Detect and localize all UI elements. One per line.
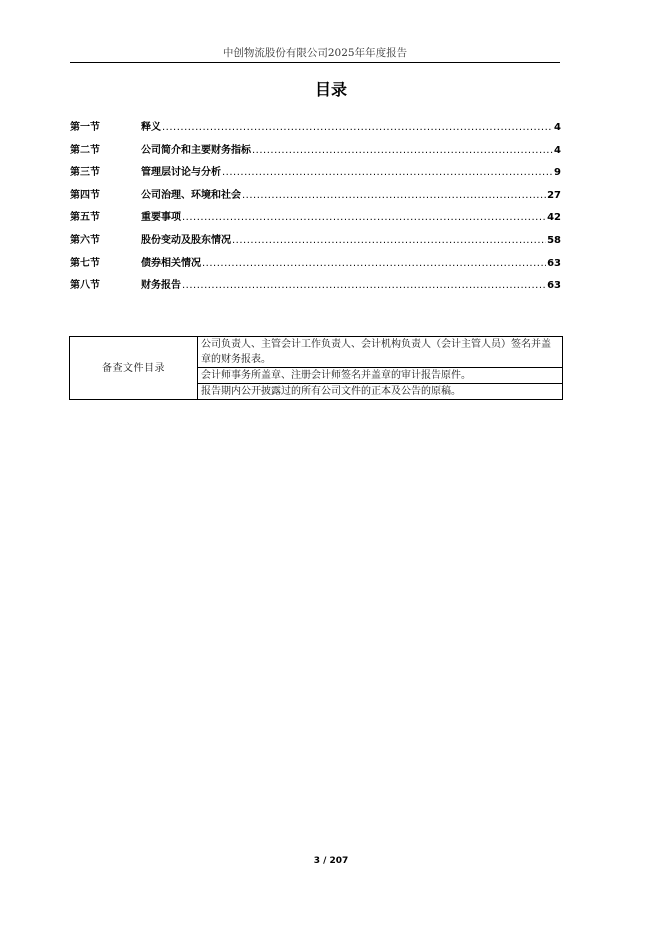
toc-section-number: 第三节: [70, 167, 100, 179]
reference-document-item: 会计师事务所盖章、注册会计师签名并盖章的审计报告原件。: [198, 368, 563, 384]
toc-page-number: 42: [547, 212, 561, 224]
toc-dot-leader: [182, 278, 546, 294]
toc-dot-leader: [182, 210, 546, 226]
toc-section-title: 释义: [141, 122, 161, 133]
toc-section-title: 财务报告: [141, 280, 181, 292]
page-title: 目录: [314, 80, 347, 99]
toc-page-number: 4: [554, 144, 561, 156]
toc-dot-leader: [202, 256, 546, 272]
toc-page-number: 63: [547, 257, 561, 269]
toc-page-number: 4: [554, 122, 561, 133]
toc-section-title: 债券相关情况: [141, 257, 201, 269]
toc-dot-leader: [222, 165, 553, 181]
toc-section-number: 第二节: [70, 144, 100, 156]
toc-entry[interactable]: [70, 143, 561, 166]
toc-entry[interactable]: [70, 165, 561, 188]
reference-documents-table: [69, 336, 563, 400]
toc-section-title: 重要事项: [141, 212, 181, 224]
toc-entry[interactable]: [70, 233, 561, 256]
toc-entry[interactable]: [70, 188, 561, 211]
toc-dot-leader: [242, 188, 546, 204]
toc-section-number: 第八节: [70, 280, 100, 292]
toc-section-number: 第六节: [70, 234, 100, 246]
toc-section-number: 第四节: [70, 189, 100, 201]
header-divider: [70, 62, 560, 63]
toc-section-number: 第五节: [70, 212, 100, 224]
toc-page-number: 58: [547, 234, 561, 246]
toc-section-number: 第七节: [70, 257, 100, 269]
page-indicator: 3 / 207: [313, 856, 349, 866]
page-header: 中创物流股份有限公司2025年年度报告: [222, 47, 408, 59]
toc-page-number: 27: [547, 189, 561, 201]
toc-entry[interactable]: [70, 210, 561, 233]
toc-section-title: 股份变动及股东情况: [141, 234, 231, 246]
toc-dot-leader: [232, 233, 546, 249]
toc-entry[interactable]: [70, 256, 561, 279]
toc-section-title: 管理层讨论与分析: [141, 167, 221, 179]
toc-section-title: 公司简介和主要财务指标: [141, 144, 251, 156]
table-of-contents: [70, 120, 561, 301]
reference-documents-label: 备查文件目录: [70, 337, 198, 400]
toc-page-number: 9: [554, 167, 561, 179]
toc-entry[interactable]: [70, 120, 561, 143]
table-row: [70, 337, 563, 368]
toc-section-title: 公司治理、环境和社会: [141, 189, 241, 201]
toc-page-number: 63: [547, 280, 561, 292]
toc-section-number: 第一节: [70, 122, 100, 133]
toc-dot-leader: [162, 120, 553, 136]
toc-dot-leader: [252, 143, 553, 159]
reference-document-item: 报告期内公开披露过的所有公司文件的正本及公告的原稿。: [198, 384, 563, 400]
reference-document-item: 公司负责人、主管会计工作负责人、会计机构负责人（会计主管人员）签名并盖章的财务报表。: [198, 337, 563, 368]
toc-entry[interactable]: [70, 278, 561, 301]
